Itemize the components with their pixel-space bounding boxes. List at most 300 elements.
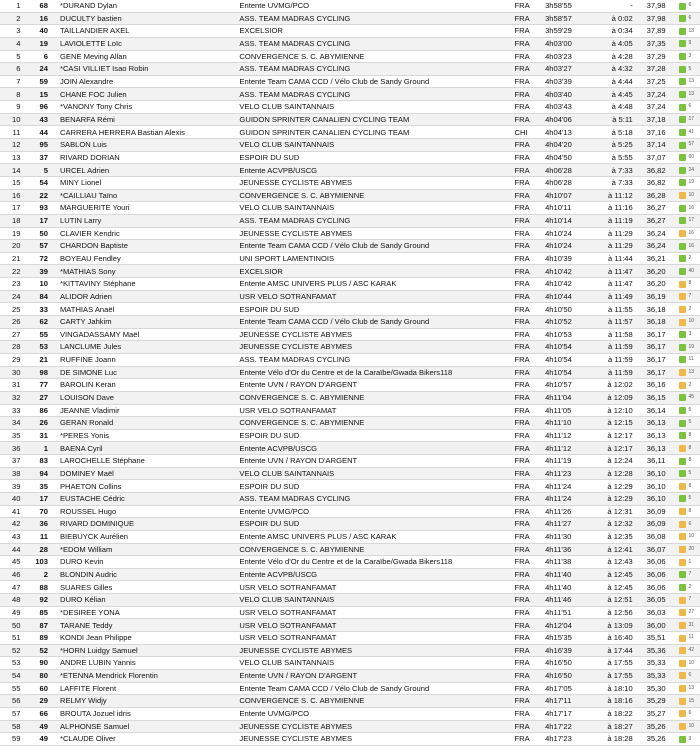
rider-name-cell: RIVARD DORIAN [54, 151, 239, 164]
bib-cell: 33 [23, 303, 54, 316]
trend-icon [679, 647, 686, 654]
team-cell: USR VELO SOTRANFAMAT [239, 581, 514, 594]
speed-cell: 36,15 [637, 391, 676, 404]
team-cell: CONVERGENCE S. C. ABYMIENNE [239, 417, 514, 430]
bib-cell: 59 [23, 75, 54, 88]
table-row [0, 366, 700, 379]
time-cell: 4h04'06 [545, 113, 590, 126]
team-cell: CONVERGENCE S. C. ABYMIENNE [239, 695, 514, 708]
bib-cell: 19 [23, 37, 54, 50]
gap-cell: à 12:45 [590, 581, 637, 594]
rank-cell: 47 [0, 581, 23, 594]
trend-icon [679, 78, 686, 85]
rider-name-cell: RELMY Widjy [54, 695, 239, 708]
trend-icon [679, 407, 686, 414]
trend-delta: 10 [688, 722, 695, 729]
nationality-cell: FRA [515, 113, 546, 126]
bib-cell: 89 [23, 632, 54, 645]
speed-cell: 36,24 [637, 240, 676, 253]
table-row [0, 139, 700, 152]
trend-icon [679, 91, 686, 98]
bib-cell: 94 [23, 467, 54, 480]
gap-cell: à 11:47 [590, 278, 637, 291]
rider-name-cell: LUTIN Larry [54, 214, 239, 227]
nationality-cell: FRA [515, 606, 546, 619]
speed-cell: 37,35 [637, 37, 676, 50]
nationality-cell: FRA [515, 164, 546, 177]
trend-delta: 45 [688, 394, 695, 401]
table-row [0, 189, 700, 202]
gap-cell: à 18:10 [590, 682, 637, 695]
rank-cell: 7 [0, 75, 23, 88]
gap-cell: - [590, 0, 637, 12]
team-cell: Entente Team CAMA CCD / Vélo Club de Sandy Ground [239, 316, 514, 329]
rider-name-cell: *KITTAVINY Stéphane [54, 278, 239, 291]
table-row [0, 164, 700, 177]
gap-cell: à 11:57 [590, 316, 637, 329]
trend-delta: 3 [688, 52, 692, 59]
trend-icon [679, 217, 686, 224]
trend-delta: 3 [688, 331, 692, 337]
table-row [0, 25, 700, 38]
rank-cell: 2 [0, 12, 23, 25]
trend-delta: 11 [688, 356, 694, 363]
gap-cell: à 5:18 [590, 126, 637, 139]
bib-cell: 35 [23, 480, 54, 493]
trend-icon [679, 66, 686, 73]
rider-name-cell: SUARES Gilles [54, 581, 239, 594]
rank-cell: 44 [0, 543, 23, 556]
time-cell: 4h11'51 [545, 606, 590, 619]
trend-cell [675, 113, 700, 126]
trend-icon [679, 723, 686, 730]
trend-delta: 2 [688, 381, 692, 388]
trend-icon [679, 356, 686, 363]
time-cell: 4h03'23 [545, 50, 590, 63]
trend-icon [679, 28, 686, 35]
bib-cell: 6 [23, 50, 54, 63]
gap-cell: à 12:43 [590, 556, 637, 569]
gap-cell: à 4:48 [590, 101, 637, 114]
time-cell: 4h11'26 [545, 505, 590, 518]
team-cell: CONVERGENCE S. C. ABYMIENNE [239, 189, 514, 202]
gap-cell: à 12:32 [590, 518, 637, 531]
nationality-cell: FRA [515, 75, 546, 88]
nationality-cell: FRA [515, 594, 546, 607]
gap-cell: à 12:15 [590, 417, 637, 430]
gap-cell: à 11:59 [590, 341, 637, 354]
rank-cell: 37 [0, 455, 23, 468]
trend-delta: 11 [688, 634, 694, 641]
bib-cell: 36 [23, 518, 54, 531]
team-cell: JEUNESSE CYCLISTE ABYMES [239, 733, 514, 746]
speed-cell: 36,10 [637, 492, 676, 505]
trend-delta: 10 [688, 659, 695, 666]
nationality-cell: FRA [515, 455, 546, 468]
rank-cell: 19 [0, 227, 23, 240]
nationality-cell: FRA [515, 543, 546, 556]
rank-cell: 35 [0, 429, 23, 442]
rank-cell: 28 [0, 341, 23, 354]
time-cell: 4h04'20 [545, 139, 590, 152]
rank-cell: 53 [0, 657, 23, 670]
nationality-cell: FRA [515, 37, 546, 50]
nationality-cell: FRA [515, 556, 546, 569]
speed-cell: 37,29 [637, 50, 676, 63]
team-cell: ESPOIR DU SUD [239, 429, 514, 442]
nationality-cell: FRA [515, 707, 546, 720]
bib-cell: 95 [23, 139, 54, 152]
time-cell: 3h59'29 [545, 25, 590, 38]
nationality-cell: FRA [515, 88, 546, 101]
trend-delta: 8 [688, 457, 692, 464]
nationality-cell: FRA [515, 417, 546, 430]
table-row [0, 695, 700, 708]
trend-cell [675, 341, 700, 354]
trend-delta: 8 [688, 432, 692, 439]
bib-cell: 70 [23, 505, 54, 518]
bib-cell: 26 [23, 417, 54, 430]
time-cell: 4h11'38 [545, 556, 590, 569]
trend-icon [679, 369, 686, 376]
table-row [0, 594, 700, 607]
speed-cell: 36,18 [637, 316, 676, 329]
speed-cell: 36,13 [637, 417, 676, 430]
trend-delta: 6 [688, 672, 692, 679]
bib-cell: 28 [23, 543, 54, 556]
gap-cell: à 12:02 [590, 379, 637, 392]
speed-cell: 36,28 [637, 189, 676, 202]
gap-cell: à 18:28 [590, 733, 637, 746]
bib-cell: 5 [23, 164, 54, 177]
trend-icon [679, 533, 686, 540]
rider-name-cell: RUFFINE Joann [54, 353, 239, 366]
speed-cell: 37,89 [637, 25, 676, 38]
rank-cell: 42 [0, 518, 23, 531]
table-row [0, 568, 700, 581]
trend-icon [679, 306, 686, 313]
trend-cell [675, 543, 700, 556]
trend-icon [679, 432, 686, 439]
time-cell: 4h03'39 [545, 75, 590, 88]
bib-cell: 21 [23, 353, 54, 366]
trend-cell [675, 88, 700, 101]
rider-name-cell: *PERES Yonis [54, 429, 239, 442]
trend-cell [675, 63, 700, 76]
rank-cell: 50 [0, 619, 23, 632]
speed-cell: 36,82 [637, 176, 676, 189]
trend-icon [679, 293, 686, 300]
trend-delta: 5 [688, 65, 692, 72]
team-cell: ASS. TEAM MADRAS CYCLING [239, 88, 514, 101]
team-cell: JEUNESSE CYCLISTE ABYMES [239, 227, 514, 240]
bib-cell: 93 [23, 202, 54, 215]
trend-icon [679, 597, 686, 604]
team-cell: USR VELO SOTRANFAMAT [239, 619, 514, 632]
trend-delta: 17 [688, 116, 695, 123]
gap-cell: à 12:56 [590, 606, 637, 619]
gap-cell: à 11:55 [590, 303, 637, 316]
team-cell: ASS. TEAM MADRAS CYCLING [239, 37, 514, 50]
table-row [0, 151, 700, 164]
rank-cell: 46 [0, 568, 23, 581]
table-row [0, 442, 700, 455]
trend-cell [675, 467, 700, 480]
table-row [0, 518, 700, 531]
nationality-cell: FRA [515, 682, 546, 695]
rider-name-cell: *VANONY Tony Chris [54, 101, 239, 114]
table-row [0, 404, 700, 417]
rider-name-cell: LAFFITE Florent [54, 682, 239, 695]
speed-cell: 37,24 [637, 101, 676, 114]
rank-cell: 10 [0, 113, 23, 126]
team-cell: Entente Team CAMA CCD / Vélo Club de Sandy Ground [239, 682, 514, 695]
trend-cell [675, 265, 700, 278]
trend-delta: 5 [688, 406, 692, 413]
time-cell: 4h03'27 [545, 63, 590, 76]
time-cell: 4h15'35 [545, 632, 590, 645]
speed-cell: 37,07 [637, 151, 676, 164]
team-cell: ASS. TEAM MADRAS CYCLING [239, 12, 514, 25]
trend-icon [679, 129, 686, 136]
nationality-cell: FRA [515, 632, 546, 645]
rank-cell: 36 [0, 442, 23, 455]
rider-name-cell: SABLON Luis [54, 139, 239, 152]
gap-cell: à 11:49 [590, 290, 637, 303]
trend-cell [675, 442, 700, 455]
team-cell: ESPOIR DU SUD [239, 303, 514, 316]
rider-name-cell: RIVARD DOMINIQUE [54, 518, 239, 531]
bib-cell: 60 [23, 682, 54, 695]
bib-cell: 37 [23, 151, 54, 164]
bib-cell: 83 [23, 455, 54, 468]
gap-cell: à 7:33 [590, 164, 637, 177]
team-cell: Entente AMSC UNIVERS PLUS / ASC KARAK [239, 530, 514, 543]
table-row [0, 720, 700, 733]
bib-cell: 98 [23, 366, 54, 379]
bib-cell: 85 [23, 606, 54, 619]
trend-cell [675, 632, 700, 645]
rider-name-cell: *MATHIAS Sony [54, 265, 239, 278]
speed-cell: 36,18 [637, 303, 676, 316]
bib-cell: 44 [23, 126, 54, 139]
table-row [0, 113, 700, 126]
trend-cell [675, 657, 700, 670]
gap-cell: à 4:05 [590, 37, 637, 50]
nationality-cell: CHI [515, 126, 546, 139]
nationality-cell: FRA [515, 657, 546, 670]
speed-cell: 36,11 [637, 455, 676, 468]
trend-icon [679, 394, 686, 401]
table-row [0, 581, 700, 594]
speed-cell: 36,13 [637, 429, 676, 442]
trend-cell [675, 303, 700, 316]
rider-name-cell: *EDOM William [54, 543, 239, 556]
trend-icon [679, 40, 686, 47]
time-cell: 4h11'24 [545, 492, 590, 505]
rank-cell: 38 [0, 467, 23, 480]
rank-cell: 32 [0, 391, 23, 404]
time-cell: 4h10'50 [545, 303, 590, 316]
team-cell: Entente Team CAMA CCD / Vélo Club de Sandy Ground [239, 75, 514, 88]
nationality-cell: FRA [515, 265, 546, 278]
bib-cell: 17 [23, 492, 54, 505]
trend-delta: 6 [688, 14, 692, 21]
team-cell: ASS. TEAM MADRAS CYCLING [239, 353, 514, 366]
bib-cell: 62 [23, 316, 54, 329]
rank-cell: 52 [0, 644, 23, 657]
gap-cell: à 12:31 [590, 505, 637, 518]
trend-cell [675, 101, 700, 114]
table-row [0, 126, 700, 139]
table-row [0, 669, 700, 682]
nationality-cell: FRA [515, 252, 546, 265]
trend-icon [679, 243, 686, 250]
trend-icon [679, 508, 686, 515]
trend-cell [675, 50, 700, 63]
team-cell: JEUNESSE CYCLISTE ABYMES [239, 341, 514, 354]
nationality-cell: FRA [515, 278, 546, 291]
time-cell: 4h03'40 [545, 88, 590, 101]
trend-cell [675, 176, 700, 189]
nationality-cell: FRA [515, 25, 546, 38]
trend-cell [675, 214, 700, 227]
gap-cell: à 11:59 [590, 353, 637, 366]
bib-cell: 92 [23, 594, 54, 607]
gap-cell: à 18:27 [590, 720, 637, 733]
team-cell: JEUNESSE CYCLISTE ABYMES [239, 328, 514, 341]
rank-cell: 8 [0, 88, 23, 101]
nationality-cell: FRA [515, 189, 546, 202]
gap-cell: à 18:16 [590, 695, 637, 708]
time-cell: 4h12'04 [545, 619, 590, 632]
trend-cell [675, 189, 700, 202]
trend-icon [679, 635, 686, 642]
table-row [0, 619, 700, 632]
team-cell: CONVERGENCE S. C. ABYMIENNE [239, 543, 514, 556]
nationality-cell: FRA [515, 568, 546, 581]
rider-name-cell: DUCULTY bastien [54, 12, 239, 25]
rider-name-cell: *CASI VILLIET Isao Robin [54, 63, 239, 76]
rank-cell: 58 [0, 720, 23, 733]
speed-cell: 35,33 [637, 657, 676, 670]
speed-cell: 37,98 [637, 12, 676, 25]
speed-cell: 36,05 [637, 594, 676, 607]
team-cell: Entente UVMG/PCO [239, 505, 514, 518]
bib-cell: 24 [23, 63, 54, 76]
team-cell: JEUNESSE CYCLISTE ABYMES [239, 644, 514, 657]
trend-delta: 42 [688, 647, 695, 654]
time-cell: 4h11'27 [545, 518, 590, 531]
trend-delta: 2 [688, 583, 692, 590]
rank-cell: 5 [0, 50, 23, 63]
rank-cell: 27 [0, 328, 23, 341]
trend-cell [675, 379, 700, 392]
trend-delta: 6 [688, 2, 692, 9]
trend-icon [679, 609, 686, 616]
trend-delta: 13 [688, 27, 695, 34]
trend-cell [675, 290, 700, 303]
trend-cell [675, 619, 700, 632]
trend-delta: 13 [688, 684, 695, 691]
trend-cell [675, 556, 700, 569]
team-cell: GUIDON SPRINTER CANALIEN CYCLING TEAM [239, 113, 514, 126]
rider-name-cell: DURO Kélian [54, 594, 239, 607]
trend-delta: 57 [688, 141, 695, 148]
time-cell: 4h16'39 [545, 644, 590, 657]
trend-cell [675, 480, 700, 493]
gap-cell: à 12:29 [590, 480, 637, 493]
bib-cell: 2 [23, 568, 54, 581]
team-cell: VELO CLUB SAINTANNAIS [239, 139, 514, 152]
rider-name-cell: *DURAND Dylan [54, 0, 239, 12]
gap-cell: à 18:22 [590, 707, 637, 720]
rider-name-cell: BOYEAU Fendley [54, 252, 239, 265]
time-cell: 4h03'43 [545, 101, 590, 114]
speed-cell: 37,98 [637, 0, 676, 12]
team-cell: Entente UVN / RAYON D'ARGENT [239, 455, 514, 468]
rank-cell: 11 [0, 126, 23, 139]
trend-icon [679, 142, 686, 149]
rider-name-cell: *ETENNA Mendrick Florentin [54, 669, 239, 682]
bib-cell: 103 [23, 556, 54, 569]
nationality-cell: FRA [515, 139, 546, 152]
trend-cell [675, 139, 700, 152]
rank-cell: 6 [0, 63, 23, 76]
team-cell: VELO CLUB SAINTANNAIS [239, 202, 514, 215]
trend-cell [675, 404, 700, 417]
gap-cell: à 0:02 [590, 12, 637, 25]
rank-cell: 40 [0, 492, 23, 505]
team-cell: USR VELO SOTRANFAMAT [239, 606, 514, 619]
speed-cell: 36,14 [637, 404, 676, 417]
trend-cell [675, 530, 700, 543]
time-cell: 4h11'40 [545, 581, 590, 594]
bib-cell: 87 [23, 619, 54, 632]
team-cell: ESPOIR DU SUD [239, 151, 514, 164]
trend-delta: 16 [688, 242, 695, 249]
gap-cell: à 12:09 [590, 391, 637, 404]
bib-cell: 1 [23, 442, 54, 455]
rider-name-cell: BIEBUYCK Aurélien [54, 530, 239, 543]
rider-name-cell: *HORN Luidgy Samuel [54, 644, 239, 657]
nationality-cell: FRA [515, 695, 546, 708]
speed-cell: 36,27 [637, 214, 676, 227]
trend-cell [675, 733, 700, 746]
speed-cell: 36,06 [637, 568, 676, 581]
trend-delta: 6 [688, 710, 692, 717]
time-cell: 4h10'11 [545, 202, 590, 215]
rider-name-cell: ALIDOR Adrien [54, 290, 239, 303]
team-cell: USR VELO SOTRANFAMAT [239, 632, 514, 645]
trend-delta: 10 [688, 533, 695, 540]
rider-name-cell: LAROCHELLE Stéphane [54, 455, 239, 468]
time-cell: 4h06'28 [545, 176, 590, 189]
rider-name-cell: VINGADASSAMY Maël [54, 328, 239, 341]
trend-icon [679, 3, 686, 10]
table-row [0, 290, 700, 303]
rank-cell: 9 [0, 101, 23, 114]
trend-delta: 15 [688, 697, 695, 704]
trend-delta: 2 [688, 305, 692, 312]
nationality-cell: FRA [515, 290, 546, 303]
gap-cell: à 11:29 [590, 240, 637, 253]
rank-cell: 23 [0, 278, 23, 291]
trend-icon [679, 281, 686, 288]
speed-cell: 36,17 [637, 341, 676, 354]
trend-cell [675, 568, 700, 581]
trend-delta: 16 [688, 229, 695, 236]
